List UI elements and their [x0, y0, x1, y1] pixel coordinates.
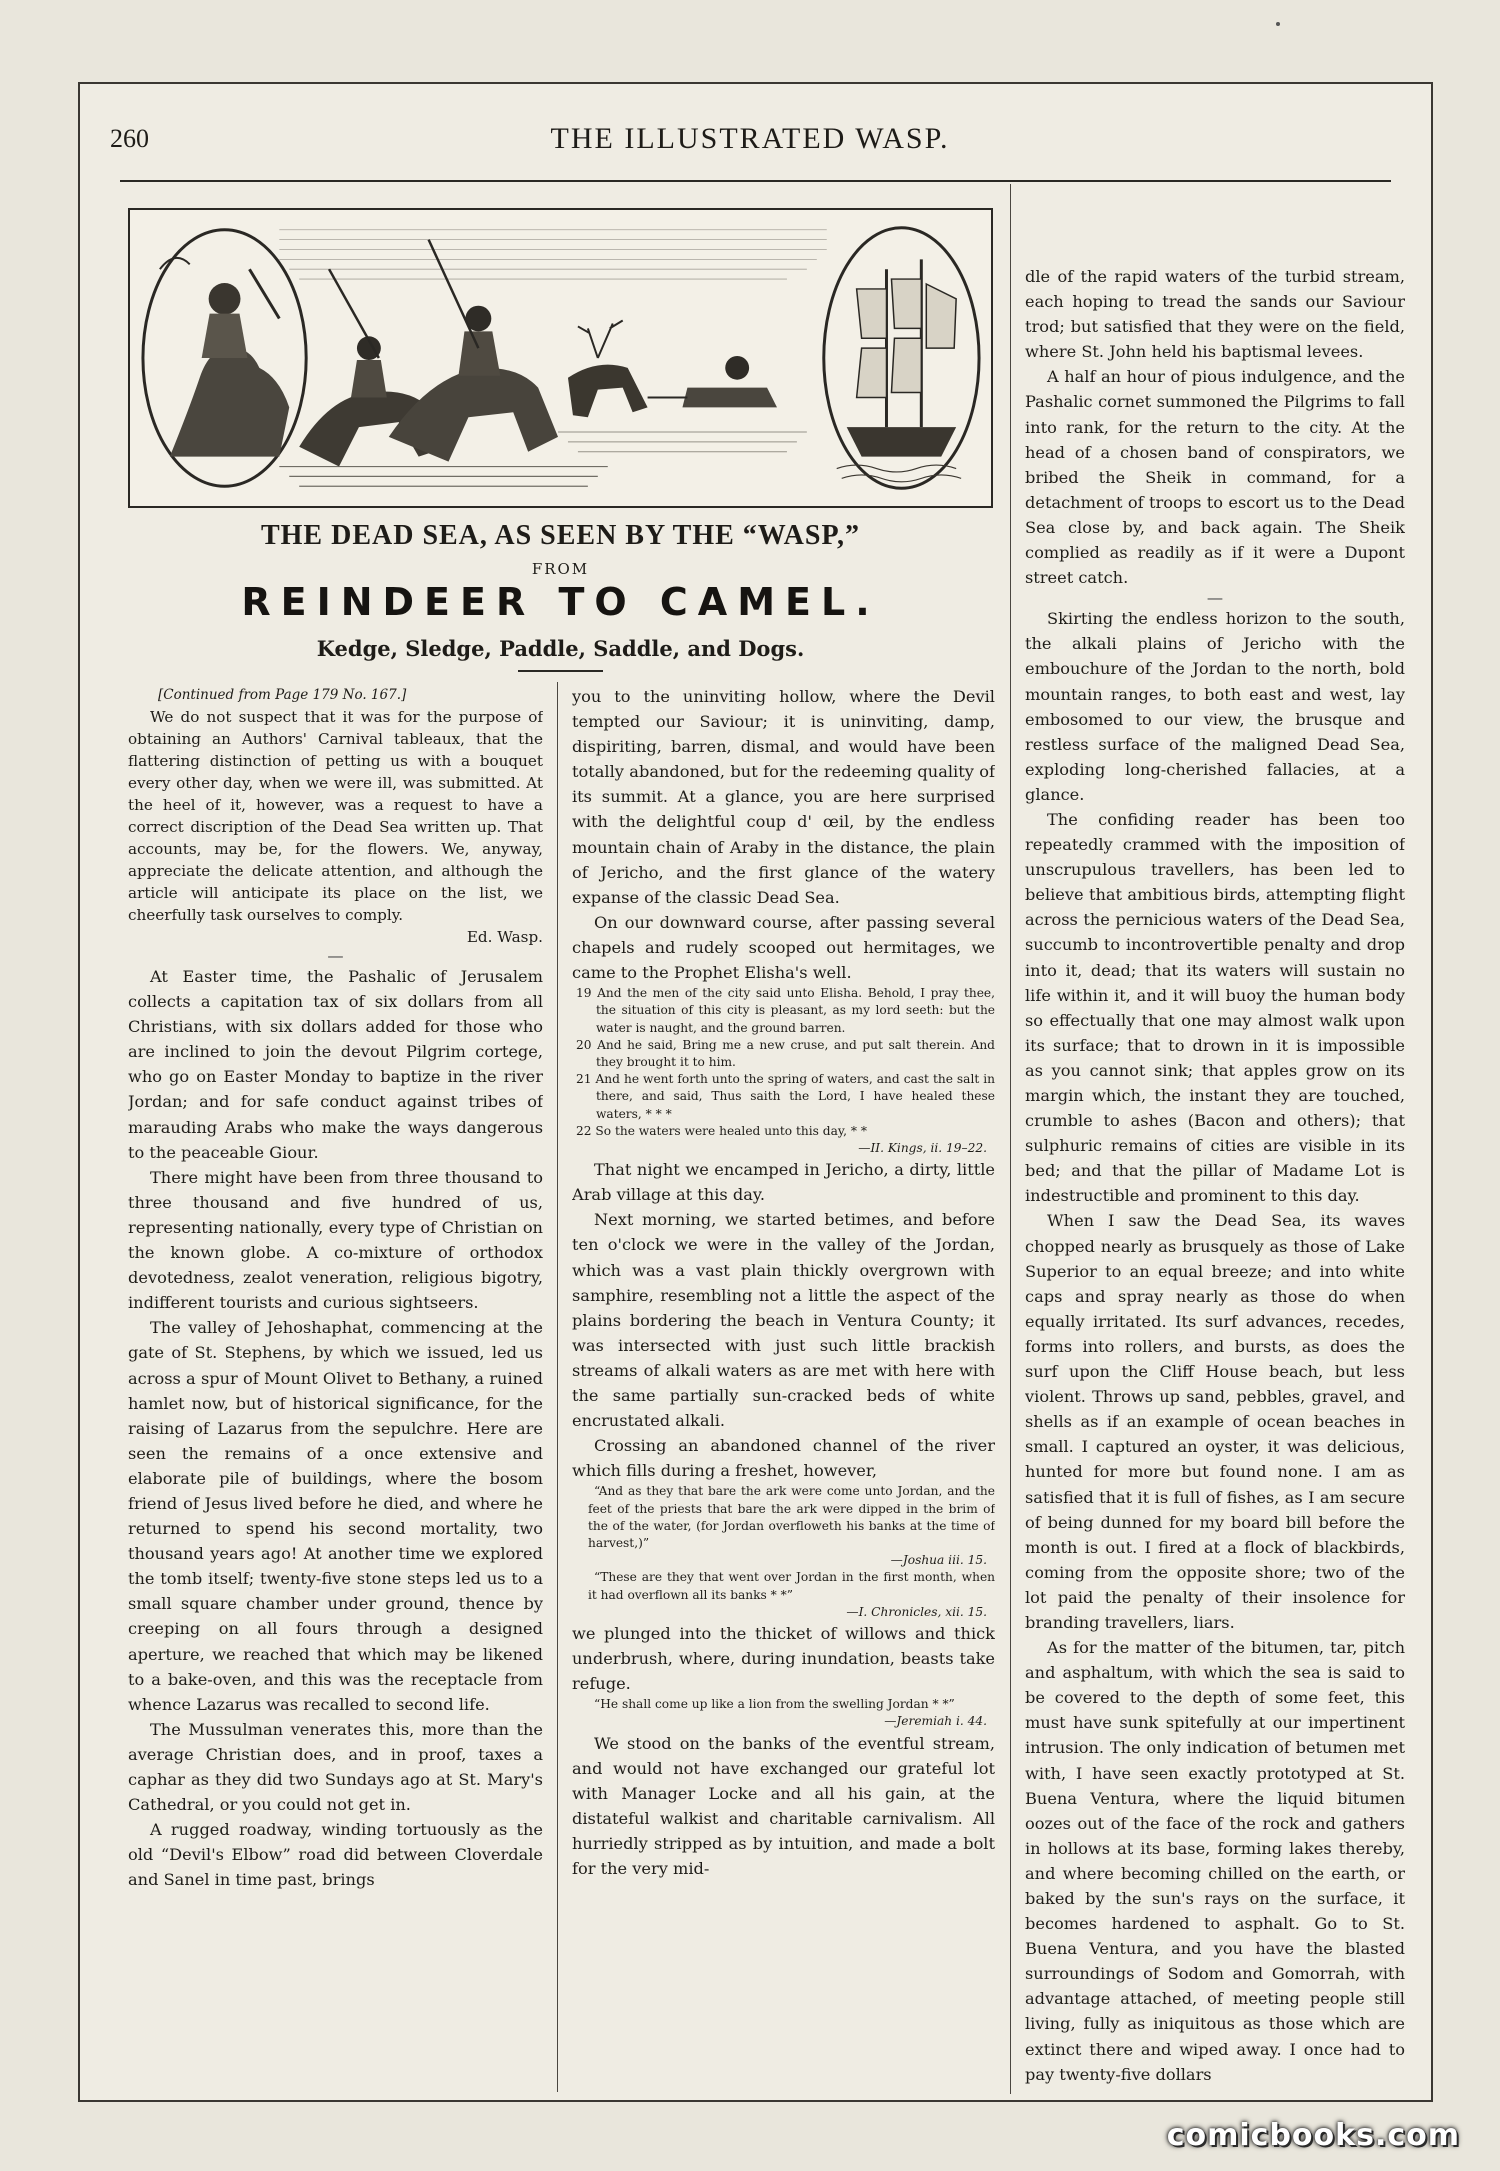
- masthead: THE ILLUSTRATED WASP.: [550, 122, 950, 155]
- editor-note: [128, 706, 543, 948]
- paragraph: The confiding reader has been too repeatedly crammed with the imposition of unscrupulous travellers, has been led to believe that ambitious birds, attempting flight across the pernicious waters of the Dead Sea, succumb to incontrovertible penalty and drop into it, dead; that its waters will sustain no life within it, and it will buoy the human body so effectually that one may almost walk upon its surface; that to drown in it is impossible as you cannot sink; that apples grow on its margin which, the instant they are touched, crumble to ashes (Bacon and others); that sulphuric remains of cities are visible in its bed; and that the pillar of Madame Lot is indestructible and prominent to this day.: [1025, 809, 1405, 1206]
- continued-note: [Continued from Page 179 No. 167.]: [158, 687, 407, 703]
- paragraph: you to the uninviting hollow, where the Devil tempted our Saviour; it is uninviting, damp, dispiriting, barren, dismal, and would have been totally abandoned, but for the redeeming quality of its summit. At a glance, you are here surprised with the delightful coup d' œil, by the endless mountain chain of Araby in the distance, the plain of Jericho, and the first glance of the watery expanse of the classic Dead Sea.: [572, 687, 995, 907]
- column-2: [572, 684, 995, 2089]
- newspaper-page: [78, 82, 1433, 2102]
- from-line: FROM: [531, 560, 590, 578]
- paragraph: A rugged roadway, winding tortuously as the old “Devil's Elbow” road did between Cloverdale and Sanel in time past, brings: [128, 1820, 543, 1890]
- paragraph: The valley of Jehoshaphat, commencing at the gate of St. Stephens, by which we issued, led us across a spur of Mount Olivet to Bethany, a ruined hamlet now, but of historical significance, for the raising of Lazarus from the sepulchre. Here are seen the remains of a once extensive and elaborate pile of buildings, where the bosom friend of Jesus lived before he died, and where he returned to spend his second mortality, two thousand years ago! At another time we explored the tomb itself; twenty-five stone steps led us to a small square chamber under ground, thence by creeping on all fours through a designed aperture, we reached that which may be likened to a bake-oven, and this was the receptacle from whence Lazarus was recalled to second life.: [128, 1318, 543, 1714]
- column-rule: [1010, 184, 1011, 2094]
- paragraph: Skirting the endless horizon to the south, the alkali plains of Jericho with the embouchure of the Jordan to the north, bold mountain ranges, to both east and west, lay embosomed to our view, the brusque and restless surface of the maligned Dead Sea, exploding long-cherished fallacies, at a glance.: [1025, 609, 1405, 804]
- headline: THE DEAD SEA, AS SEEN BY THE “WASP,”: [260, 520, 861, 551]
- paragraph: When I saw the Dead Sea, its waves chopped nearly as brusquely as those of Lake Superior to an equal breeze; and into white caps and spray nearly as those do when equally irritated. Its surf advances, recedes, forms into rollers, and bursts, as does the surf upon the Cliff House beach, but less violent. Throws up sand, pebbles, gravel, and shells as if an example of ocean beaches in small. I captured an oyster, it was delicious, hunted for more but found none. I am as satisfied that it is full of fishes, as I am secure of being dunned for my board bill before the month is out. I fired at a flock of blackbirds, coming from the opposite shore; two of the lot paid the penalty of their insolence for branding travellers, liars.: [1025, 1211, 1405, 1632]
- ornament-rule: [518, 670, 603, 672]
- scripture-citation: —Jeremiah i. 44.: [884, 1714, 987, 1729]
- paragraph: we plunged into the thicket of willows and thick underbrush, where, during inundation, beasts take refuge.: [572, 1624, 995, 1694]
- paragraph: dle of the rapid waters of the turbid stream, each hoping to tread the sands our Saviour trod; but satisfied that they were on the field, where St. John held his baptismal levees.: [1025, 267, 1405, 362]
- paragraph: At Easter time, the Pashalic of Jerusalem collects a capitation tax of six dollars from all Christians, with six dollars added for those who are inclined to join the devout Pilgrim cortege, who go on Easter Monday to baptize in the river Jordan; and for safe conduct against tribes of marauding Arabs who make the ways dangerous to the peaceable Giour.: [128, 967, 543, 1162]
- column-1: [128, 684, 543, 2089]
- watermark: comicbooks.com: [1166, 2118, 1460, 2153]
- editor-note-text: We do not suspect that it was for the purpose of obtaining an Authors' Carnival tableaux, that the flattering distinction of petting us with a bouquet every other day, when we were ill, was submitted. At the heel of it, however, was a request to have a correct discription of the Dead Sea written up. That accounts, may be, for the flowers. We, anyway, appreciate the delicate attention, and although the article will anticipate its place on the list, we cheerfully task ourselves to comply.: [128, 708, 543, 924]
- scripture-verse: 22 So the waters were healed unto this day, * *: [576, 1123, 867, 1138]
- scripture-verse: 20 And he said, Bring me a new cruse, and put salt therein. And they brought it to him.: [576, 1037, 995, 1069]
- tagline: Kedge, Sledge, Paddle, Saddle, and Dogs.: [316, 636, 805, 661]
- editor-signature: Ed. Wasp.: [466, 928, 543, 946]
- paragraph: As for the matter of the bitumen, tar, pitch and asphaltum, with which the sea is said to be covered to the depth of some feet, this must have sunk spitefully at our impertinent intrusion. The only indication of betumen met with, I have seen exactly prototyped at St. Buena Ventura, where the liquid bitumen oozes out of the face of the rock and gathers in hollows at its base, forming lakes thereby, and where becoming chilled on the earth, or baked by the sun's rays on the surface, it becomes hardened to asphalt. Go to St. Buena Ventura, and you have the blasted surroundings of Sodom and Gomorrah, with advantage attached, of meeting people still living, fully as iniquitous as those which are extinct there and wiped away. I once had to pay twenty-five dollars: [1025, 1638, 1405, 2084]
- subheadline: REINDEER TO CAMEL.: [241, 580, 880, 624]
- scripture-citation: —II. Kings, ii. 19–22.: [858, 1140, 987, 1155]
- paragraph: Next morning, we started betimes, and before ten o'clock we were in the valley of the Jordan, which was a vast plain thickly overgrown with samphire, resembling not a little the aspect of the plains bordering the beach in Ventura County; it was intersected with just such little brackish streams of alkali waters as are met with here with the same partially sun-cracked beds of white encrustated alkali.: [572, 1210, 995, 1431]
- paper-speck: [1276, 22, 1280, 26]
- scripture-quote: “These are they that went over Jordan in the first month, when it had overflown all its banks * *”: [588, 1570, 995, 1602]
- scripture-verse: 21 And he went forth unto the spring of waters, and cast the salt in there, and said, Thus saith the Lord, I have healed these waters, * * *: [576, 1072, 995, 1121]
- paragraph: A half an hour of pious indulgence, and the Pashalic cornet summoned the Pilgrims to fall into rank, for the return to the city. At the head of a chosen band of conspirators, we bribed the Sheik in command, for a detachment of troops to escort us to the Dead Sea close by, and back again. The Sheik complied as readily as if it were a Dupont street catch.: [1025, 367, 1405, 588]
- page-number: 260: [110, 124, 149, 153]
- scripture-citation: —I. Chronicles, xii. 15.: [846, 1604, 987, 1619]
- paragraph: On our downward course, after passing several chapels and rudely scooped out hermitages, we came to the Prophet Elisha's well.: [572, 912, 995, 983]
- paragraph: There might have been from three thousand to three thousand and five hundred of us, representing nationally, every type of Christian on the known globe. A co-mixture of orthodox devotedness, zealot veneration, religious bigotry, indifferent tourists and curious sightseers.: [128, 1167, 543, 1313]
- header-rule: [120, 180, 1391, 182]
- page-header: [110, 114, 1401, 164]
- scripture-quote: “He shall come up like a lion from the swelling Jordan * *”: [594, 1697, 955, 1712]
- paragraph: That night we encamped in Jericho, a dirty, little Arab village at this day.: [572, 1160, 995, 1205]
- paragraph: Crossing an abandoned channel of the river which fills during a freshet, however,: [572, 1436, 995, 1481]
- section-separator: —: [327, 946, 344, 965]
- scripture-citation: —Joshua iii. 15.: [890, 1553, 987, 1568]
- engraving-illustration: [128, 208, 993, 508]
- scripture-quote: “And as they that bare the ark were come unto Jordan, and the feet of the priests that bare the ark were dipped in the brim of the of the water, (for Jordan overfloweth his banks at the time of harvest,)”: [588, 1484, 995, 1550]
- scripture-verse: 19 And the men of the city said unto Elisha. Behold, I pray thee, the situation of this city is pleasant, as my lord seeth: but the water is naught, and the ground barren.: [576, 986, 995, 1035]
- paragraph: The Mussulman venerates this, more than the average Christian does, and in proof, taxes a caphar as they did two Sundays ago at St. Mary's Cathedral, or you could not get in.: [128, 1719, 543, 1815]
- section-separator: —: [1206, 588, 1224, 608]
- paragraph: We stood on the banks of the eventful stream, and would not have exchanged our grateful lot with Manager Locke and all his gain, at the distateful walkist and charitable carnivalism. All hurriedly stripped as by intuition, and made a bolt for the very mid-: [572, 1733, 995, 1879]
- engraving-svg: [130, 210, 991, 506]
- column-3: [1025, 264, 1405, 2089]
